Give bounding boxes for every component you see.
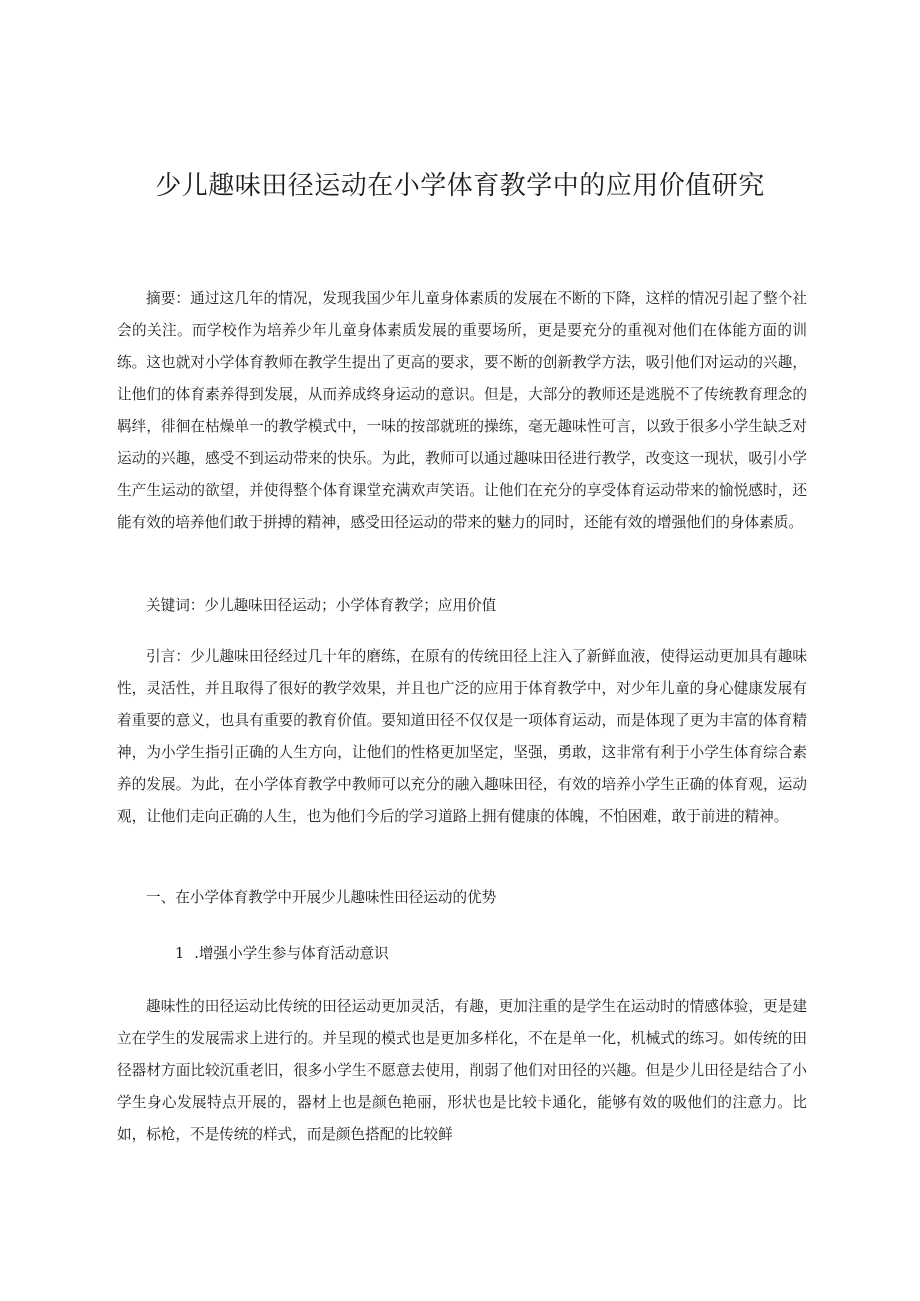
document-title: 少儿趣味田径运动在小学体育教学中的应用价值研究: [155, 171, 765, 201]
subsection-number: 1: [175, 945, 185, 962]
intro-paragraph: 引言：少儿趣味田径经过几十年的磨练，在原有的传统田径上注入了新鲜血液，使得运动更加具有趣味性，灵活性，并且取得了很好的教学效果，并且也广泛的应用于体育教学中，对少年儿童的身心健康发展有着重要的意义，也具有重要的教育价值。要知道田径不仅仅是一项体育运动，而是体现了更为丰富的体育精神，为小学生指引正确的人生方向，让他们的性格更加坚定，坚强，勇敢，这非常有利于小学生体育综合素养的发展。为此，在小学体育教学中教师可以充分的融入趣味田径，有效的培养小学生正确的体育观，运动观，让他们走向正确的人生，也为他们今后的学习道路上拥有健康的体魄，不怕困难，敢于前进的精神。: [117, 648, 807, 825]
subsection-heading-text: .增强小学生参与体育活动意识: [194, 945, 389, 962]
abstract-paragraph: 摘要：通过这几年的情况，发现我国少年儿童身体素质的发展在不断的下降，这样的情况引起了整个社会的关注。而学校作为培养少年儿童身体素质发展的重要场所，更是要充分的重视对他们在体能方面的训练。这也就对小学体育教师在教学生提出了更高的要求，要不断的创新教学方法，吸引他们对运动的兴趣，让他们的体育素养得到发展，从而养成终身运动的意识。但是，大部分的教师还是逃脱不了传统教育理念的羁绊，徘徊在枯燥单一的教学模式中，一味的按部就班的操练，毫无趣味性可言，以致于很多小学生缺乏对运动的兴趣，感受不到运动带来的快乐。为此，教师可以通过趣味田径进行教学，改变这一现状，吸引小学生产生运动的欲望，并使得整个体育课堂充满欢声笑语。让他们在充分的享受体育运动带来的愉悦感时，还能有效的培养他们敢于拼搏的精神，感受田径运动的带来的魅力的同时，还能有效的增强他们的身体素质。: [117, 290, 807, 531]
body-paragraph: 趣味性的田径运动比传统的田径运动更加灵活，有趣，更加注重的是学生在运动时的情感体验，更是建立在学生的发展需求上进行的。并呈现的模式也是更加多样化，不在是单一化，机械式的练习。如传统的田径器材方面比较沉重老旧，很多小学生不愿意去使用，削弱了他们对田径的兴趣。但是少儿田径是结合了小学生身心发展特点开展的，器材上也是颜色艳丽，形状也是比较卡通化，能够有效的吸他们的注意力。比如，标枪，不是传统的样式，而是颜色搭配的比较鲜: [117, 998, 807, 1143]
section-heading: 一、在小学体育教学中开展少儿趣味性田径运动的优势: [146, 889, 497, 906]
keywords-paragraph: 关键词：少儿趣味田径运动；小学体育教学；应用价值: [146, 597, 497, 614]
subsection-heading: [117, 938, 807, 970]
